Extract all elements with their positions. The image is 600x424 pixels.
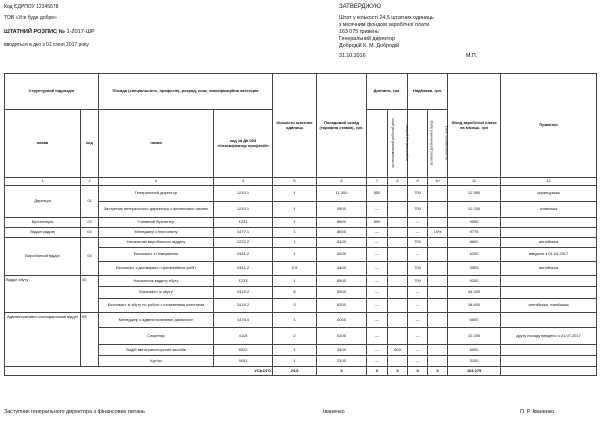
bonus-intensity-cell bbox=[428, 262, 448, 276]
bonus-intensity-cell bbox=[428, 248, 448, 262]
extra-travel-cell bbox=[388, 262, 408, 276]
approval-stamp: М.П. bbox=[466, 53, 478, 59]
totals-row bbox=[5, 367, 597, 376]
dept-name: Відділ збуту bbox=[5, 276, 81, 313]
totals-spacer bbox=[99, 367, 214, 376]
extra-irregular-cell: 550 bbox=[367, 218, 388, 228]
approval-line-3: 163 075 гривень bbox=[339, 29, 379, 35]
bonus-intensity-cell bbox=[428, 186, 448, 202]
fund-cell: 8800 bbox=[448, 238, 501, 248]
notes-cell: введено з 01.04.2017 bbox=[501, 248, 597, 262]
extra-irregular-cell: — bbox=[367, 276, 388, 287]
header-salary: Посадовий оклад (тарифна ставка), грн. bbox=[317, 74, 367, 178]
extra-irregular-cell: — bbox=[367, 313, 388, 328]
table-row bbox=[5, 218, 597, 228]
units-cell: 1 bbox=[273, 345, 317, 356]
notes-cell: іспанська bbox=[501, 202, 597, 218]
column-number: 5 bbox=[273, 178, 317, 186]
position-name: Економіст зі збуту по роботі з іноземними клієнтами bbox=[99, 299, 214, 313]
position-code: 1477.1 bbox=[214, 228, 273, 238]
bonus-achievement-cell: — bbox=[408, 228, 428, 238]
salary-cell: 6200 bbox=[317, 248, 367, 262]
dept-code: 06 bbox=[81, 313, 99, 367]
bonus-intensity-cell bbox=[428, 287, 448, 299]
header-extra-irregular bbox=[367, 110, 395, 178]
units-cell: 1 bbox=[273, 356, 317, 367]
totals-notes bbox=[501, 367, 597, 376]
signer-name: П. Р. Іваненко bbox=[520, 409, 555, 415]
document-title-label: ШТАТНИЙ РОЗПИС № bbox=[4, 29, 65, 35]
header-extra-travel-text: за роз'їзний х-р роботи bbox=[405, 125, 410, 162]
dept-name: Відділ кадрів bbox=[5, 228, 81, 238]
totals-extra2-x: X bbox=[388, 367, 408, 376]
table-row bbox=[5, 228, 597, 238]
units-cell: 1 bbox=[273, 202, 317, 218]
units-cell: 1 bbox=[273, 238, 317, 248]
extra-irregular-cell: — bbox=[367, 238, 388, 248]
dept-code: 03 bbox=[81, 228, 99, 238]
extra-irregular-cell: 550 bbox=[367, 186, 388, 202]
fund-cell: 9775 bbox=[448, 228, 501, 238]
totals-spacer bbox=[81, 367, 99, 376]
header-notes: Примітки bbox=[501, 74, 597, 178]
totals-fund: 163 075 bbox=[448, 367, 501, 376]
salary-cell: 5100 bbox=[317, 328, 367, 345]
dept-name: Бухгалтерія bbox=[5, 218, 81, 228]
dept-code: 01 bbox=[81, 186, 99, 218]
position-code: 1222.2 bbox=[214, 238, 273, 248]
extra-irregular-cell: — bbox=[367, 202, 388, 218]
approval-title: ЗАТВЕРДЖУЮ bbox=[339, 4, 382, 10]
column-number: 9 bbox=[408, 178, 428, 186]
bonus-intensity-cell bbox=[428, 356, 448, 367]
fund-cell: 9050 bbox=[448, 218, 501, 228]
column-number: 6 bbox=[317, 178, 367, 186]
notes-cell bbox=[501, 313, 597, 328]
header-bonus-intensity-text: за інтенсивність праці bbox=[444, 125, 449, 161]
extra-irregular-cell: — bbox=[367, 299, 388, 313]
totals-salary-x: X bbox=[317, 367, 367, 376]
approval-line-5: Добродій К. М. Добродій bbox=[339, 43, 400, 49]
header-bonus-achievement bbox=[408, 110, 434, 178]
bonus-achievement-cell: — bbox=[408, 287, 428, 299]
header-structural-unit: Структурний підрозділ bbox=[5, 74, 99, 110]
extra-travel-cell bbox=[388, 228, 408, 238]
bonus-intensity-cell bbox=[428, 218, 448, 228]
totals-label: УСЬОГО bbox=[214, 367, 273, 376]
fund-cell: 3100 bbox=[448, 356, 501, 367]
signer-signature: Іваненко bbox=[323, 409, 345, 415]
dept-code: 05 bbox=[81, 276, 99, 313]
position-name: Водій автотранспортних засобів bbox=[99, 345, 214, 356]
bonus-intensity-cell bbox=[428, 313, 448, 328]
column-number: 7 bbox=[367, 178, 388, 186]
dept-name: Виробничий відділ bbox=[5, 238, 81, 276]
notes-cell bbox=[501, 356, 597, 367]
fund-cell: 12 550 bbox=[448, 186, 501, 202]
header-extra-irregular-text: за ненормований робочий день bbox=[390, 118, 395, 169]
salary-cell: 8500 bbox=[317, 276, 367, 287]
position-name: Менеджер з персоналу bbox=[99, 228, 214, 238]
notes-cell bbox=[501, 228, 597, 238]
position-code: 4115 bbox=[214, 328, 273, 345]
approval-line-4: Генеральний директор bbox=[339, 36, 395, 42]
position-code: 8322 bbox=[214, 345, 273, 356]
totals-bonus2-x: X bbox=[428, 367, 448, 376]
bonus-intensity-cell bbox=[428, 238, 448, 248]
extra-travel-cell bbox=[388, 218, 408, 228]
position-code: 2441.2 bbox=[214, 248, 273, 262]
fund-cell: 6000 bbox=[448, 313, 501, 328]
position-name: Головний бухгалтер bbox=[99, 218, 214, 228]
column-number: 3 bbox=[99, 178, 214, 186]
table-row bbox=[5, 186, 597, 202]
position-name: Менеджер з адміністративної діяльності bbox=[99, 313, 214, 328]
header-bonuses: Надбавки, грн. bbox=[408, 74, 448, 110]
fund-cell: 10 200 bbox=[448, 202, 501, 218]
units-cell: 2 bbox=[273, 328, 317, 345]
column-number: 1 bbox=[5, 178, 81, 186]
column-number: 8 bbox=[388, 178, 408, 186]
staff-table bbox=[4, 73, 597, 376]
units-cell: 1 bbox=[273, 228, 317, 238]
totals-spacer bbox=[5, 367, 81, 376]
bonus-achievement-cell: 700 bbox=[408, 262, 428, 276]
approval-line-2: з місячним фондом заробітної плати bbox=[339, 22, 430, 28]
position-code: 2419.2 bbox=[214, 299, 273, 313]
bonus-achievement-cell: — bbox=[408, 313, 428, 328]
extra-travel-cell bbox=[388, 299, 408, 313]
bonus-achievement-cell: — bbox=[408, 299, 428, 313]
position-code: 1475.4 bbox=[214, 313, 273, 328]
fund-cell: 6000 bbox=[448, 345, 501, 356]
header-bonus-achievement-text: за високі досягнення в праці bbox=[429, 120, 434, 166]
notes-cell bbox=[501, 218, 597, 228]
header-struct-name: назва bbox=[5, 110, 81, 178]
fund-cell: 9200 bbox=[448, 276, 501, 287]
notes-cell: англійська bbox=[501, 238, 597, 248]
column-number: 12 bbox=[501, 178, 597, 186]
extra-irregular-cell: — bbox=[367, 228, 388, 238]
salary-cell: 3100 bbox=[317, 356, 367, 367]
extra-irregular-cell: — bbox=[367, 262, 388, 276]
extra-irregular-cell: — bbox=[367, 345, 388, 356]
position-code: 2419.2 bbox=[214, 287, 273, 299]
position-code: 1210.1 bbox=[214, 202, 273, 218]
bonus-intensity-cell bbox=[428, 345, 448, 356]
dept-code: 04 bbox=[81, 238, 99, 276]
column-number: 4 bbox=[214, 178, 273, 186]
column-number: 10 bbox=[428, 178, 448, 186]
extra-travel-cell bbox=[388, 356, 408, 367]
extra-irregular-cell: — bbox=[367, 248, 388, 262]
position-name: Кур'єр bbox=[99, 356, 214, 367]
fund-cell: 6200 bbox=[448, 248, 501, 262]
position-name: Економіст з планування bbox=[99, 248, 214, 262]
extra-travel-cell bbox=[388, 276, 408, 287]
position-name: Економіст зі збуту bbox=[99, 287, 214, 299]
position-name: Заступник генерального директора з фінансових питань bbox=[99, 202, 214, 218]
edrpou-code: Код ЄДРПОУ 12345678 bbox=[4, 4, 59, 10]
header-struct-code: код bbox=[81, 110, 99, 178]
column-numbers-row bbox=[5, 178, 597, 186]
units-cell: 1 bbox=[273, 218, 317, 228]
fund-cell: 18 600 bbox=[448, 299, 501, 313]
column-number: 11 bbox=[448, 178, 501, 186]
fund-cell: 44 000 bbox=[448, 287, 501, 299]
extra-travel-cell bbox=[388, 287, 408, 299]
bonus-achievement-cell: — bbox=[408, 328, 428, 345]
dept-name: Дирекція bbox=[5, 186, 81, 218]
header-monthly-fund: Фонд заробітної плати на місяць, грн bbox=[448, 74, 501, 178]
column-number: 2 bbox=[81, 178, 99, 186]
effective-date: вводиться в дію з 01 січня 2017 року bbox=[4, 42, 89, 48]
position-name: Секретар bbox=[99, 328, 214, 345]
dept-name: Адміністративно-господарський відділ bbox=[5, 313, 81, 367]
notes-cell bbox=[501, 287, 597, 299]
extra-irregular-cell: — bbox=[367, 356, 388, 367]
bonus-achievement-cell: 700 bbox=[408, 276, 428, 287]
header-position: Посада (спеціальність, професія), розряд, клас, кваліфікаційна категорія bbox=[99, 74, 273, 110]
extra-travel-cell bbox=[388, 313, 408, 328]
extra-travel-cell bbox=[388, 328, 408, 345]
approval-date: 31.10.2016 bbox=[339, 53, 366, 59]
units-cell: 8 bbox=[273, 287, 317, 299]
extra-travel-cell bbox=[388, 202, 408, 218]
extra-travel-cell bbox=[388, 238, 408, 248]
bonus-achievement-cell: — bbox=[408, 345, 428, 356]
bonus-intensity-cell: 15% bbox=[428, 228, 448, 238]
notes-cell bbox=[501, 276, 597, 287]
notes-cell: другу посаду введено з 01.07.2017 bbox=[501, 328, 597, 345]
totals-extra1-x: X bbox=[367, 367, 388, 376]
position-name: Економіст з договірних і претензійних робіт bbox=[99, 262, 214, 276]
table-row bbox=[5, 238, 597, 248]
position-name: Начальник відділу збуту bbox=[99, 276, 214, 287]
extra-travel-cell: 600 bbox=[388, 345, 408, 356]
bonus-achievement-cell: — bbox=[408, 248, 428, 262]
bonus-achievement-cell: — bbox=[408, 356, 428, 367]
extra-travel-cell bbox=[388, 186, 408, 202]
salary-cell: 6000 bbox=[317, 313, 367, 328]
bonus-intensity-cell bbox=[428, 328, 448, 345]
bonus-intensity-cell bbox=[428, 276, 448, 287]
salary-cell: 6200 bbox=[317, 299, 367, 313]
header-position-code: код за ДК 003 «Класифікатор професій» bbox=[214, 110, 273, 178]
dept-code: 02 bbox=[81, 218, 99, 228]
position-code: 2441.2 bbox=[214, 262, 273, 276]
header-units: Кількість штатних одиниць bbox=[273, 74, 317, 178]
document-number: 1-2017-ШР bbox=[66, 29, 95, 35]
fund-cell: 3905 bbox=[448, 262, 501, 276]
position-name: Генеральний директор bbox=[99, 186, 214, 202]
bonus-achievement-cell: 700 bbox=[408, 202, 428, 218]
salary-cell: 5400 bbox=[317, 345, 367, 356]
notes-cell: англійська, італійська bbox=[501, 299, 597, 313]
units-cell: 1 bbox=[273, 276, 317, 287]
salary-cell: 6400 bbox=[317, 262, 367, 276]
notes-cell: англійська bbox=[501, 262, 597, 276]
table-row bbox=[5, 276, 597, 287]
header-extra-pay: Доплати, грн. bbox=[367, 74, 408, 110]
units-cell: 1 bbox=[273, 186, 317, 202]
position-code: 1231 bbox=[214, 218, 273, 228]
units-cell: 1 bbox=[273, 313, 317, 328]
salary-cell: 8500 bbox=[317, 218, 367, 228]
salary-cell: 8500 bbox=[317, 228, 367, 238]
extra-travel-cell bbox=[388, 248, 408, 262]
table-row bbox=[5, 313, 597, 328]
salary-cell: 9500 bbox=[317, 202, 367, 218]
position-code: 1210.1 bbox=[214, 186, 273, 202]
signer-position: Заступник генерального директора з фінансових питань bbox=[4, 409, 145, 415]
approval-line-1: Штат у кількості 24,5 штатних одиниць bbox=[339, 15, 434, 21]
company-name: ТОВ «Усе буде добре» bbox=[4, 15, 57, 21]
totals-bonus1-x: X bbox=[408, 367, 428, 376]
position-code: 9151 bbox=[214, 356, 273, 367]
units-cell: 0,5 bbox=[273, 262, 317, 276]
salary-cell: 5500 bbox=[317, 287, 367, 299]
salary-cell: 8100 bbox=[317, 238, 367, 248]
bonus-intensity-cell bbox=[428, 202, 448, 218]
header-position-name: назва bbox=[99, 110, 214, 178]
salary-cell: 11 300 bbox=[317, 186, 367, 202]
bonus-achievement-cell: 700 bbox=[408, 186, 428, 202]
extra-irregular-cell: — bbox=[367, 328, 388, 345]
notes-cell: французька bbox=[501, 186, 597, 202]
extra-irregular-cell: — bbox=[367, 287, 388, 299]
bonus-achievement-cell: 700 bbox=[408, 238, 428, 248]
fund-cell: 10 200 bbox=[448, 328, 501, 345]
units-cell: 1 bbox=[273, 248, 317, 262]
totals-units: 24,5 bbox=[273, 367, 317, 376]
position-code: 1233 bbox=[214, 276, 273, 287]
document-title bbox=[4, 29, 95, 36]
position-name: Начальник виробничого відділу bbox=[99, 238, 214, 248]
bonus-achievement-cell: — bbox=[408, 218, 428, 228]
notes-cell bbox=[501, 345, 597, 356]
bonus-intensity-cell bbox=[428, 299, 448, 313]
units-cell: 3 bbox=[273, 299, 317, 313]
